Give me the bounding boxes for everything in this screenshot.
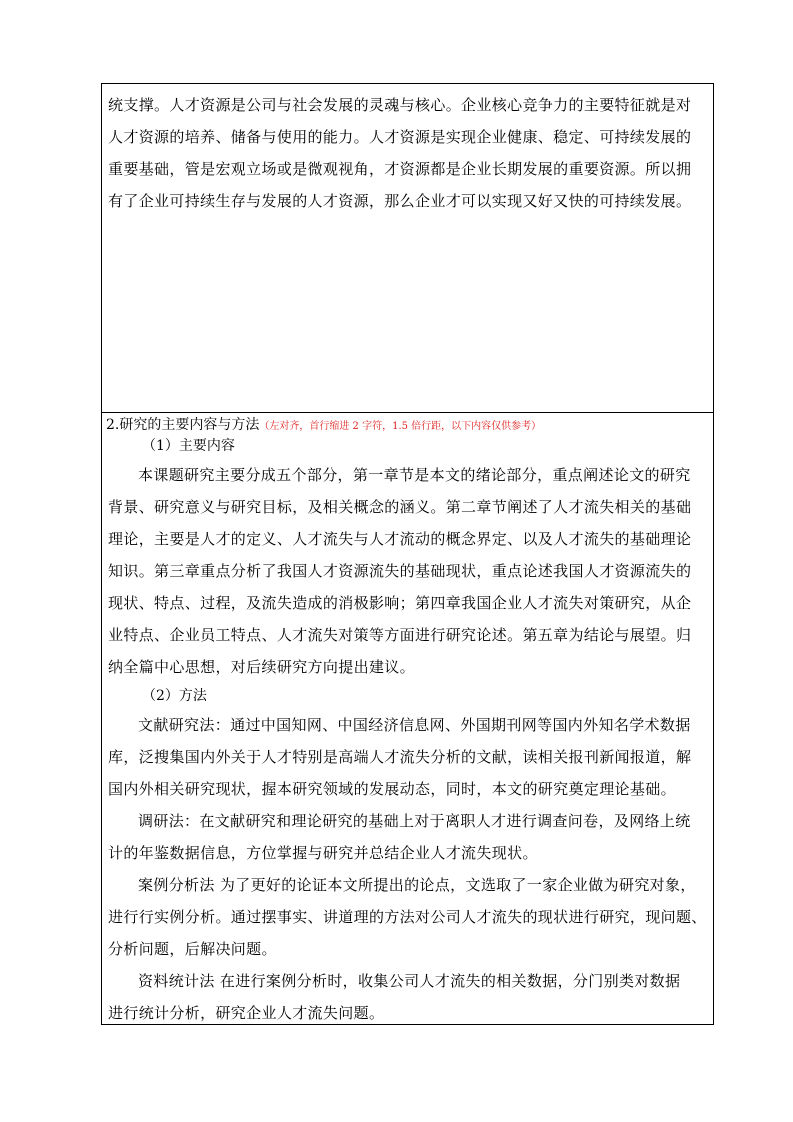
text-line: 有了企业可持续生存与发展的人才资源，那么企业才可以实现又好又快的可持续发展。 bbox=[108, 192, 692, 210]
content-cell-research bbox=[101, 412, 714, 1025]
paragraph-line: 知识。第三章重点分析了我国人才资源流失的基础现状，重点论述我国人才资源流失的 bbox=[108, 562, 692, 580]
paragraph-line: 理论，主要是人才的定义、人才流失与人才流动的概念界定、以及人才流失的基础理论 bbox=[108, 530, 692, 548]
paragraph-line: 进行统计分析，研究企业人才流失问题。 bbox=[108, 1004, 385, 1022]
paragraph-line: 现状、特点、过程，及流失造成的消极影响；第四章我国企业人才流失对策研究，从企 bbox=[108, 594, 692, 612]
paragraph-line: 库，泛搜集国内外关于人才特别是高端人才流失分析的文献，读相关报刊新闻报道，解 bbox=[108, 748, 692, 766]
text-line: 人才资源的培养、储备与使用的能力。人才资源是实现企业健康、稳定、可持续发展的 bbox=[108, 128, 692, 146]
paragraph-line: 分析问题，后解决问题。 bbox=[108, 940, 277, 958]
format-note: （左对齐，首行缩进 2 字符，1.5 倍行距，以下内容仅供参考） bbox=[259, 421, 542, 432]
subheading-main-content: （1）主要内容 bbox=[142, 438, 235, 454]
subheading-methods: （2）方法 bbox=[142, 688, 207, 704]
content-cell-top bbox=[101, 83, 714, 413]
text-line: 重要基础，管是宏观立场或是微观视角，才资源都是企业长期发展的重要资源。所以拥 bbox=[108, 160, 692, 178]
section-heading bbox=[106, 416, 541, 436]
paragraph-line: 资料统计法 在进行案例分析时，收集公司人才流失的相关数据，分门别类对数据 bbox=[138, 972, 681, 990]
section-title: 2.研究的主要内容与方法 bbox=[106, 417, 260, 433]
paragraph-line: 国内外相关研究现状，握本研究领域的发展动态，同时，本文的研究奠定理论基础。 bbox=[108, 780, 676, 798]
paragraph-line: 文献研究法：通过中国知网、中国经济信息网、外国期刊网等国内外知名学术数据 bbox=[138, 716, 691, 734]
paragraph-line: 纳全篇中心思想，对后续研究方向提出建议。 bbox=[108, 658, 416, 676]
text-line: 统支撑。人才资源是公司与社会发展的灵魂与核心。企业核心竞争力的主要特征就是对 bbox=[108, 96, 692, 114]
paragraph-line: 背景、研究意义与研究目标，及相关概念的涵义。第二章节阐述了人才流失相关的基础 bbox=[108, 498, 692, 516]
paragraph-line: 进行行实例分析。通过摆事实、讲道理的方法对公司人才流失的现状进行研究，现问题、 bbox=[108, 908, 707, 926]
paragraph-line: 案例分析法 为了更好的论证本文所提出的论点，文选取了一家企业做为研究对象， bbox=[138, 876, 696, 894]
paragraph-line: 本课题研究主要分成五个部分，第一章节是本文的绪论部分，重点阐述论文的研究 bbox=[138, 466, 691, 484]
paragraph-line: 调研法：在文献研究和理论研究的基础上对于离职人才进行调查问卷，及网络上统 bbox=[138, 812, 691, 830]
paragraph-line: 计的年鉴数据信息，方位掌握与研究并总结企业人才流失现状。 bbox=[108, 844, 538, 862]
paragraph-line: 业特点、企业员工特点、人才流失对策等方面进行研究论述。第五章为结论与展望。归 bbox=[108, 626, 692, 644]
